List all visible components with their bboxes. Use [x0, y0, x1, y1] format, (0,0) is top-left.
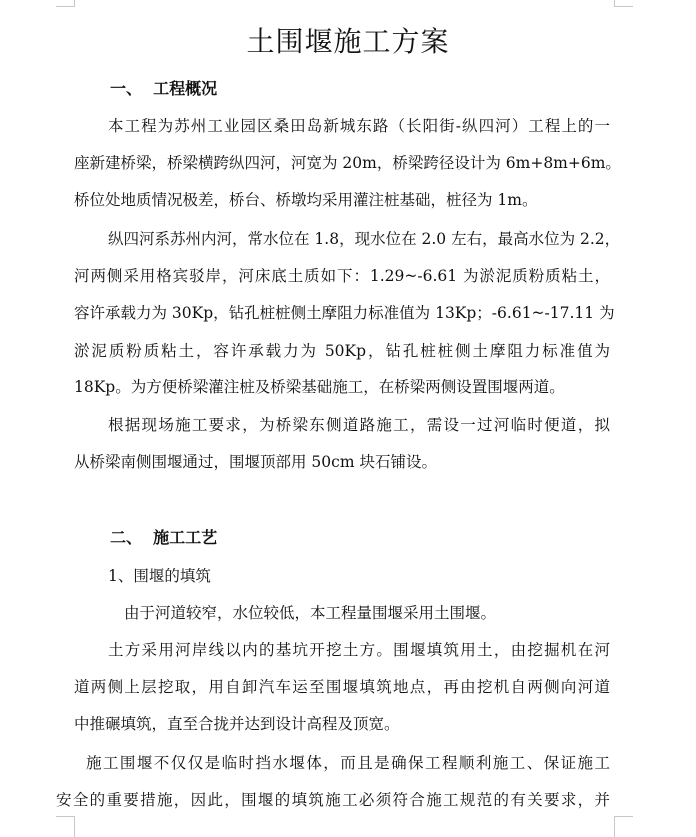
paragraph-line: 本工程为苏州工业园区桑田岛新城东路（长阳街-纵四河）工程上的一: [108, 117, 610, 135]
page-corner-mark: [56, 816, 75, 837]
paragraph-line: 中推碾填筑，直至合拢并达到设计高程及顶宽。: [74, 715, 400, 733]
paragraph-line: 安全的重要措施，因此，围堰的填筑施工必须符合施工规范的有关要求，并: [56, 791, 610, 809]
paragraph-line: 容许承载力为 30Kp，钻孔桩桩侧土摩阻力标准值为 13Kp；-6.61~-17.11 为: [74, 304, 615, 322]
page-corner-mark: [614, 816, 633, 837]
paragraph-line: 道两侧上层挖取，用自卸汽车运至围堰填筑地点，再由挖机自两侧向河道: [74, 678, 610, 696]
paragraph-line: 土方采用河岸线以内的基坑开挖土方。围堰填筑用土，由挖掘机在河: [108, 641, 610, 659]
subheading: 1、围堰的填筑: [108, 567, 211, 585]
section-heading: 一、 工程概况: [110, 79, 218, 98]
paragraph-line: 从桥梁南侧围堰通过，围堰顶部用 50cm 块石铺设。: [74, 453, 437, 471]
page-corner-mark: [614, 0, 633, 7]
paragraph-line: 桥位处地质情况极差，桥台、桥墩均采用灌注桩基础，桩径为 1m。: [74, 191, 538, 209]
paragraph-line: 施工围堰不仅仅是临时挡水堰体，而且是确保工程顺利施工、保证施工: [86, 754, 610, 772]
paragraph-line: 18Kp。为方便桥梁灌注桩及桥梁基础施工，在桥梁两侧设置围堰两道。: [74, 378, 565, 396]
paragraph-line: 座新建桥梁，桥梁横跨纵四河，河宽为 20m，桥梁跨径设计为 6m+8m+6m。: [74, 154, 621, 172]
document-title: 土围堰施工方案: [246, 25, 450, 58]
paragraph-line: 纵四河系苏州内河，常水位在 1.8，现水位在 2.0 左右，最高水位为 2.2，: [108, 230, 621, 248]
section-heading: 二、 施工工艺: [110, 528, 218, 547]
paragraph-line: 根据现场施工要求，为桥梁东侧道路施工，需设一过河临时便道，拟: [108, 416, 610, 434]
paragraph-line: 淤泥质粉质粘土，容许承载力为 50Kp，钻孔桩桩侧土摩阻力标准值为: [74, 342, 610, 360]
paragraph-line: 河两侧采用格宾驳岸，河床底土质如下：1.29~-6.61 为淤泥质粉质粘土，: [74, 267, 610, 285]
paragraph-line: 由于河道较窄，水位较低，本工程量围堰采用土围堰。: [124, 604, 497, 622]
page-corner-mark: [56, 0, 75, 7]
